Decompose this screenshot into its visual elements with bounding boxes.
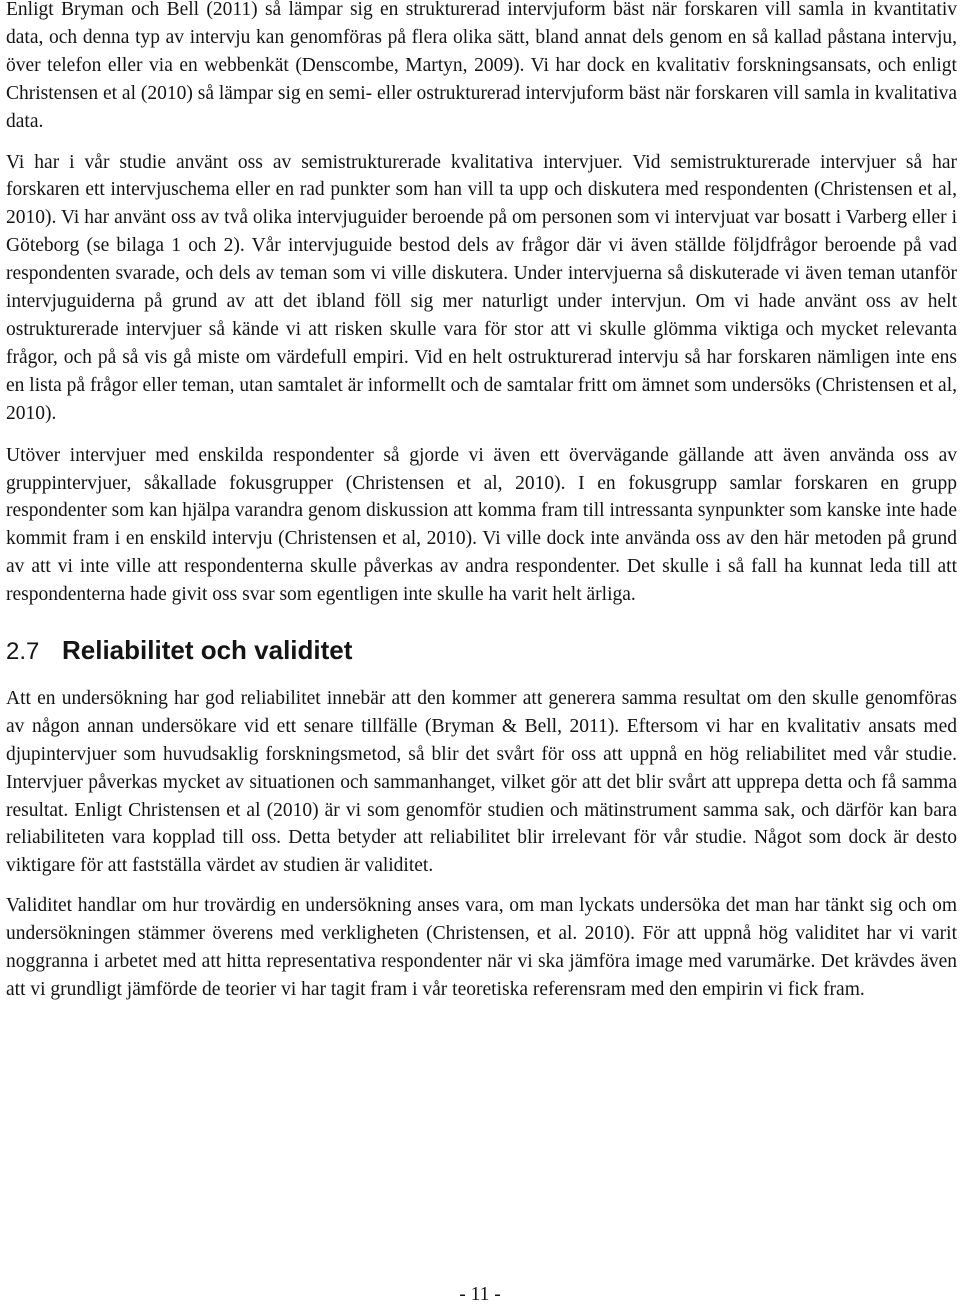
sentence: Vi ville dock inte använda oss av den här metoden på grund av att vi inte ville att respondenterna skulle påverkas av andra respondenter.	[6, 528, 957, 578]
section-heading	[6, 637, 957, 666]
sentence: Vid en helt ostrukturerad intervju så har forskaren nämligen inte ens en lista på frågor eller teman, utan samtalet är informellt och de samtalar fritt om ämnet som undersöks (Christensen et al, 2010).	[6, 346, 957, 424]
sentence: Vi har använt oss av två olika intervjuguider beroende på om personen som vi intervjuat var bosatt i Varberg eller i Göteborg (se bilaga 1 och 2).	[6, 207, 958, 257]
sentence: Utöver intervjuer med enskilda respondenter så gjorde vi även ett övervägande gällande att även använda oss av gruppintervjuer, såkallade fokusgrupper (Christensen et al, 2010).	[6, 444, 957, 494]
sentence: Vi har dock en kvalitativ forskningsansats, och enligt Christensen et al (2010) så lämpar sig en semi- eller ostrukturerad intervjuform bäst när forskaren vill samla in kvalitativa data.	[6, 54, 957, 132]
section-number: 2.7	[6, 638, 40, 666]
paragraph-focus-groups	[6, 442, 957, 609]
paragraph-interview-forms	[6, 0, 957, 136]
sentence: Om vi hade använt oss av helt ostrukturerade intervjuer så kände vi att risken skulle vara för stor att vi skulle glömma viktiga och mycket relevanta frågor, och på så vis gå miste om värdefull empiri.	[6, 291, 958, 368]
paragraph-validity	[6, 892, 957, 1004]
sentence: För att uppnå hög validitet har vi varit noggranna i arbetet med att hitta representativa respondenter när vi ska jämföra image med varumärke.	[6, 923, 958, 973]
sentence: Under intervjuerna så diskuterade vi även teman utanför intervjuguiderna på grund av att det ibland föll sig mer naturligt under intervjun.	[6, 263, 958, 313]
paragraph-semistructured-interviews	[6, 149, 957, 428]
sentence: Det skulle i så fall ha kunnat leda till att respondenterna hade givit oss svar som egentligen inte skulle ha varit helt ärliga.	[6, 556, 957, 606]
paragraph-reliability	[6, 685, 957, 880]
sentence: Enligt Bryman och Bell (2011) så lämpar sig en strukturerad intervjuform bäst när forskaren vill samla in kvantitativ data, och denna typ av intervju kan genomföras på flera olika sätt, bland annat dels genom en så kallad påstana intervju, över telefon eller via en webbenkät (Denscombe, Martyn, 2009).	[6, 0, 957, 76]
sentence: Vi har i vår studie använt oss av semistrukturerade kvalitativa intervjuer.	[6, 151, 623, 173]
sentence: I en fokusgrupp samlar forskaren en grupp respondenter som kan hjälpa varandra genom diskussion att komma fram till intressanta synpunkter som kanske inte hade kommit fram i en enskild intervju (Christensen et al, 2010).	[6, 472, 957, 550]
sentence: Enligt Christensen et al (2010) är vi som genomför studien och mätinstrument samma sak, och därför kan bara reliabiliteten vara kopplad till oss.	[6, 799, 958, 849]
section-title: Reliabilitet och validitet	[62, 635, 353, 666]
sentence: Validitet handlar om hur trovärdig en undersökning anses vara, om man lyckats undersöka det man har tänkt sig och om undersökningen stämmer överens med verkligheten (Christensen, et al. 2010).	[6, 895, 957, 945]
sentence: Något som dock är desto viktigare för att fastställa värdet av studien är validitet.	[6, 827, 957, 877]
sentence: Vår intervjuguide bestod dels av frågor där vi även ställde följdfrågor beroende på vad respondenten svarade, och dels av teman som vi ville diskutera.	[6, 235, 957, 285]
page-number: - 11 -	[459, 1284, 501, 1305]
sentence: Eftersom vi har en kvalitativ ansats med djupintervjuer som huvudsaklig forskningsmetod, så blir det svårt för oss att uppnå en hög reliabilitet med vår studie.	[6, 715, 958, 765]
sentence: Att en undersökning har god reliabilitet innebär att den kommer att generera samma resultat om den skulle genomföras av någon annan undersökare vid ett senare tillfälle (Bryman & Bell, 2011).	[6, 687, 957, 737]
sentence: Intervjuer påverkas mycket av situationen och sammanhanget, vilket gör att det blir svårt att upprepa detta och få samma resultat.	[6, 771, 957, 821]
sentence: Vid semistrukturerade intervjuer så har forskaren ett intervjuschema eller en rad punkter som han vill ta upp och diskutera med respondenten (Christensen et al, 2010).	[6, 151, 957, 229]
document-page	[6, 0, 957, 1004]
sentence: Det krävdes även att vi grundligt jämförde de teorier vi har tagit fram i vår teoretiska referensram med den empirin vi fick fram.	[6, 951, 958, 1000]
sentence: Detta betyder att reliabilitet blir irrelevant för vår studie.	[288, 827, 747, 849]
